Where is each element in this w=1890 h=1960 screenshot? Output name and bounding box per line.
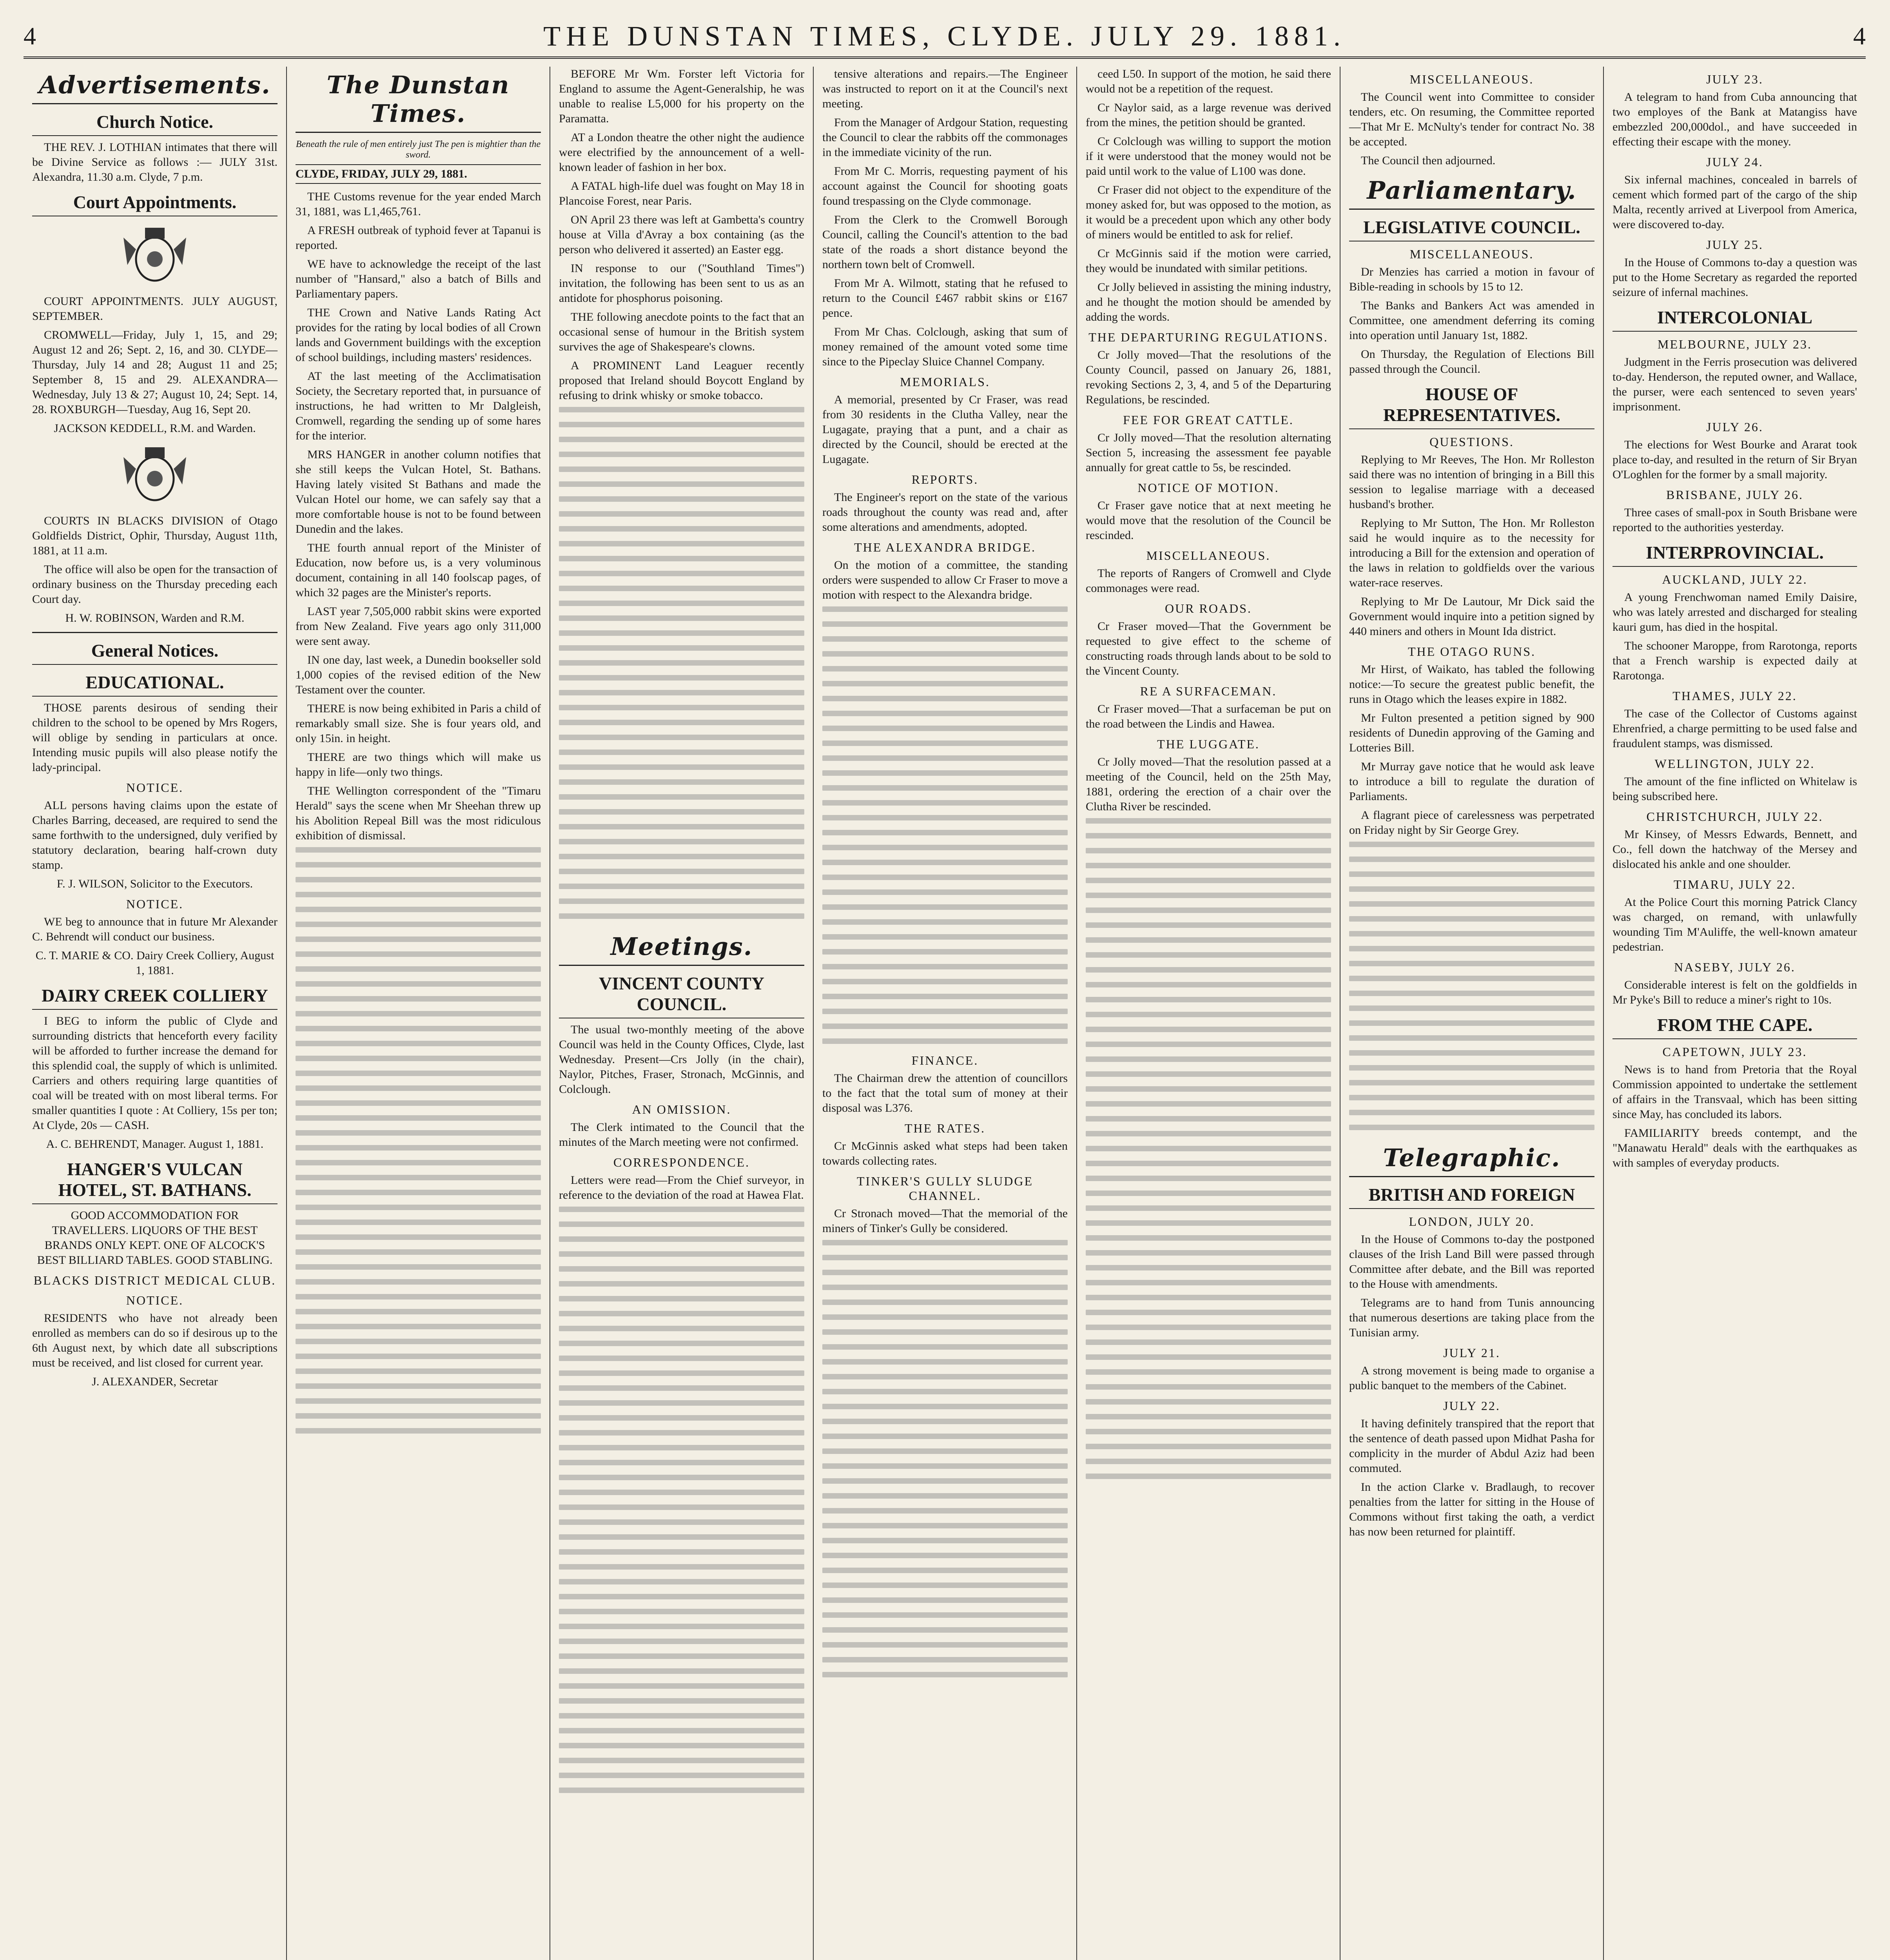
subsection-heading: CORRESPONDENCE. <box>613 1155 750 1169</box>
news-paragraph: Cr Fraser did not object to the expenditure of the money asked for, but was opposed to the motion, as it would be a precedent upon which any other body of miners would be entitled to ask for relief. <box>1086 183 1331 241</box>
news-paragraph: Replying to Mr De Lautour, Mr Dick said the Government would inquire into a petition signed by 440 miners and others in Mount Ida district. <box>1349 595 1594 638</box>
news-paragraph: Cr McGinnis said if the motion were carried, they would be inundated with similar petitions. <box>1086 247 1331 275</box>
blacks-office-text: The office will also be open for the transaction of ordinary business on the Thursday preceding each Court day. <box>32 563 278 606</box>
subsection-heading: MISCELLANEOUS. <box>1409 247 1534 261</box>
dateline-subhead: NASEBY, JULY 26. <box>1674 960 1796 974</box>
dateline-subhead: WELLINGTON, JULY 22. <box>1654 757 1815 771</box>
news-paragraph: On Thursday, the Regulation of Elections Bill passed through the Council. <box>1349 348 1594 376</box>
subsection-heading: NOTICE OF MOTION. <box>1137 481 1279 495</box>
intercolonial-heading: INTERCOLONIAL <box>1612 307 1857 332</box>
news-paragraph: tensive alterations and repairs.—The Engineer was instructed to report on it at the Council's next meeting. <box>822 67 1068 110</box>
dateline-subhead: BRISBANE, JULY 26. <box>1666 488 1804 502</box>
news-paragraph: Cr Jolly believed in assisting the mining industry, and he thought the motion should be amended by adding the words. <box>1086 281 1331 323</box>
news-paragraph: The Council went into Committee to consider tenders, etc. On resuming, the Committee reported—That Mr E. McNulty's tender for contract No. 38 be accepted. <box>1349 91 1594 148</box>
page-number-right: 4 <box>1853 22 1866 50</box>
signatory-keddell: JACKSON KEDDELL, R.M. and Warden. <box>54 422 256 435</box>
news-paragraph: Cr Jolly moved—That the resolutions of the County Council, passed on January 26, 1881, revoking Sections 2, 3, 4, and 5 of the Departuring Regulations, be rescinded. <box>1086 348 1331 406</box>
news-paragraph: From Mr C. Morris, requesting payment of his account against the Council for shooting goats found trespassing on the Clyde commonage. <box>822 165 1068 207</box>
notice-text: ALL persons having claims upon the estate of Charles Barring, deceased, are required to send the same forthwith to the undersigned, duly verified by statutory declaration, bearing half-crown duty stamp. <box>32 799 278 871</box>
from-the-cape-heading: FROM THE CAPE. <box>1612 1014 1857 1039</box>
royal-crest-icon <box>112 222 198 289</box>
dateline-subhead: TIMARU, JULY 22. <box>1673 877 1796 891</box>
news-paragraph: THE Crown and Native Lands Rating Act provides for the rating by local bodies of all Crown lands and Government buildings with the exception of school buildings, including masters' residences. <box>296 306 541 364</box>
meetings-heading: Meetings. <box>559 928 804 966</box>
news-paragraph: Judgment in the Ferris prosecution was delivered to-day. Henderson, the reputed owner, and Wallace, the purser, were each sentenced to seven years' imprisonment. <box>1612 356 1857 413</box>
news-paragraph: A flagrant piece of carelessness was perpetrated on Friday night by Sir George Grey. <box>1349 809 1594 837</box>
text-filler <box>559 407 804 919</box>
subsection-heading: QUESTIONS. <box>1429 435 1514 449</box>
news-paragraph: THE fourth annual report of the Minister of Education, now before us, is a very voluminous document, containing in all 140 foolscap pages, of which 32 pages are the Minister's reports. <box>296 541 541 599</box>
news-paragraph: Mr Hirst, of Waikato, has tabled the following notice:—To secure the greatest public benefit, the runs in Otago which the leases expire in 1882. <box>1349 663 1594 706</box>
news-paragraph: A telegram to hand from Cuba announcing that two employes of the Bank at Matangiss have embezzled 200,000dol., and have succeeded in effecting their escape with the money. <box>1612 91 1857 148</box>
subsection-heading: THE DEPARTURING REGULATIONS. <box>1088 330 1328 344</box>
dateline-subhead: JULY 22. <box>1443 1399 1500 1413</box>
text-filler <box>822 606 1068 1044</box>
news-paragraph: From the Manager of Ardgour Station, requesting the Council to clear the rabbits off the commonages in the immediate vicinity of the run. <box>822 116 1068 159</box>
news-paragraph: The reports of Rangers of Cromwell and Clyde commonages were read. <box>1086 567 1331 595</box>
news-paragraph: Mr Fulton presented a petition signed by 900 residents of Dunedin approving of the Gaming and Lotteries Bill. <box>1349 711 1594 754</box>
subsection-heading: THE ALEXANDRA BRIDGE. <box>854 540 1036 554</box>
blacks-court-notice: COURTS IN BLACKS DIVISION of Otago Goldfields District, Ophir, Thursday, August 11th, 1881, at 11 a.m. <box>32 514 278 557</box>
notice-heading: NOTICE. <box>126 1293 184 1307</box>
news-paragraph: A FATAL high-life duel was fought on May 18 in Plancoise Forest, near Paris. <box>559 180 804 207</box>
hangers-hotel-items: GOOD ACCOMMODATION FOR TRAVELLERS. LIQUORS OF THE BEST BRANDS ONLY KEPT. ONE OF ALCOCK'S BEST BILLIARD TABLES. GOOD STABLING. <box>37 1209 273 1267</box>
notice-heading: NOTICE. <box>126 897 184 911</box>
news-paragraph: IN one day, last week, a Dunedin bookseller sold 1,000 copies of the revised edition of the New Testament over the counter. <box>296 653 541 696</box>
news-paragraph: From Mr Chas. Colclough, asking that sum of money remained of the amount voted some time since to the Pipeclay Sluice Channel Company. <box>822 325 1068 368</box>
news-paragraph: News is to hand from Pretoria that the Royal Commission appointed to undertake the settlement of affairs in the Transvaal, which has been sitting since May, has concluded its labors. <box>1612 1063 1857 1121</box>
news-paragraph: BEFORE Mr Wm. Forster left Victoria for England to assume the Agent-Generalship, he was unable to realise L5,000 for his property on the Paramatta. <box>559 67 804 125</box>
text-filler <box>1349 842 1594 1130</box>
text-filler <box>1086 818 1331 1479</box>
news-paragraph: Mr Kinsey, of Messrs Edwards, Bennett, and Co., fell down the hatchway of the Mersey and dislocated his ankle and one shoulder. <box>1612 828 1857 871</box>
general-notices-heading: General Notices. <box>32 640 278 665</box>
newspaper-title: THE DUNSTAN TIMES, CLYDE. JULY 29. 1881. <box>543 20 1346 52</box>
news-paragraph: In the House of Commons to-day a question was put to the Home Secretary as regarded the reported seizure of infernal machines. <box>1612 256 1857 299</box>
church-notice-text: THE REV. J. LOTHIAN intimates that there will be Divine Service as follows :— JULY 31st. Alexandra, 11.30 a.m. Clyde, 7 p.m. <box>32 141 278 183</box>
advertisements-heading: Advertisements. <box>32 67 278 104</box>
subsection-heading: REPORTS. <box>911 472 979 486</box>
news-paragraph: THERE is now being exhibited in Paris a child of remarkably small size. She is four years old, and only 15in. in height. <box>296 702 541 745</box>
dateline-subhead: JULY 25. <box>1706 238 1763 252</box>
news-paragraph: Mr Murray gave notice that he would ask leave to introduce a bill to regulate the duration of Parliaments. <box>1349 760 1594 803</box>
news-paragraph: A memorial, presented by Cr Fraser, was read from 30 residents in the Clutha Valley, near the Lugagate, praying that a punt, and a chair as directed by the Council, should be erected at the Lugagate. <box>822 393 1068 466</box>
news-paragraph: A FRESH outbreak of typhoid fever at Tapanui is reported. <box>296 224 541 252</box>
church-notice-heading: Church Notice. <box>32 111 278 136</box>
dateline-subhead: JULY 26. <box>1706 420 1763 434</box>
news-paragraph: The elections for West Bourke and Ararat took place to-day, and resulted in the return of Sir Bryan O'Loghlen for the former by a small majority. <box>1612 438 1857 481</box>
subsection-heading: THE LUGGATE. <box>1157 737 1260 751</box>
subsection-heading: AN OMISSION. <box>632 1102 731 1116</box>
hangers-hotel-heading: HANGER'S VULCAN HOTEL, ST. BATHANS. <box>32 1159 278 1204</box>
news-paragraph: Replying to Mr Reeves, The Hon. Mr Rolleston said there was no intention of bringing in a Bill this session to legalise marriage with a deceased husband's brother. <box>1349 453 1594 511</box>
news-paragraph: A PROMINENT Land Leaguer recently proposed that Ireland should Boycott England by refusing to drink whisky or smoke tobacco. <box>559 359 804 402</box>
column-6 <box>1340 67 1604 1960</box>
news-paragraph: On the motion of a committee, the standing orders were suspended to allow Cr Fraser to move a motion with respect to the Alexandra bridge. <box>822 559 1068 601</box>
news-paragraph: Letters were read—From the Chief surveyor, in reference to the deviation of the road at Hawea Flat. <box>559 1174 804 1201</box>
news-paragraph: IN response to our ("Southland Times") invitation, the following has been sent to us as an antidote for phosphorus poisoning. <box>559 262 804 305</box>
news-paragraph: The schooner Maroppe, from Rarotonga, reports that a French warship is expected daily at Rarotonga. <box>1612 639 1857 682</box>
court-appointments-heading: Court Appointments. <box>32 192 278 216</box>
notice-signatory: C. T. MARIE & CO. Dairy Creek Colliery, August 1, 1881. <box>35 949 274 977</box>
news-paragraph: It having definitely transpired that the report that the sentence of death passed upon Midhat Pasha for complicity in the murder of Abdul Aziz had been commuted. <box>1349 1417 1594 1475</box>
news-paragraph: Six infernal machines, concealed in barrels of cement which formed part of the cargo of the ship Malta, recently arrived at Liverpool from America, were discovered to-day. <box>1612 173 1857 231</box>
news-paragraph: Cr Naylor said, as a large revenue was derived from the mines, the petition should be granted. <box>1086 101 1331 129</box>
medical-club-heading: BLACKS DISTRICT MEDICAL CLUB. <box>33 1273 276 1287</box>
subsection-heading: FEE FOR GREAT CATTLE. <box>1123 413 1294 427</box>
news-paragraph: Dr Menzies has carried a motion in favour of Bible-reading in schools by 15 to 12. <box>1349 265 1594 293</box>
paper-title: The Dunstan Times. <box>296 67 541 133</box>
subsection-heading: FINANCE. <box>911 1053 979 1067</box>
subsection-heading: TINKER'S GULLY SLUDGE CHANNEL. <box>856 1174 1034 1203</box>
masthead <box>24 16 1866 59</box>
news-paragraph: Cr Fraser moved—That the Government be requested to give effect to the scheme of constructing roads through lands about to be sold to the Vincent County. <box>1086 620 1331 677</box>
news-paragraph: A young Frenchwoman named Emily Daisire, who was lately arrested and discharged for stealing kauri gum, has died in the hospital. <box>1612 591 1857 633</box>
dairy-creek-signatory: A. C. BEHRENDT, Manager. August 1, 1881. <box>46 1138 264 1151</box>
paper-tagline: Beneath the rule of men entirely just The pen is mightier than the sword. <box>296 139 541 160</box>
royal-crest-icon <box>112 441 198 508</box>
subsection-heading: MEMORIALS. <box>900 375 990 389</box>
dairy-creek-heading: DAIRY CREEK COLLIERY <box>32 985 278 1010</box>
divider <box>32 632 278 633</box>
newspaper-page <box>24 16 1866 1960</box>
news-paragraph: The Engineer's report on the state of the various roads throughout the county was read and, after some alterations and amendments, adopted. <box>822 491 1068 534</box>
news-paragraph: From Mr A. Wilmott, stating that he refused to return to the Council £467 rabbit skins or £167 pence. <box>822 277 1068 319</box>
notice-heading: NOTICE. <box>126 780 184 795</box>
news-paragraph: THE following anecdote points to the fact that an occasional sense of humour in the British system survives the age of Shakespeare's clowns. <box>559 310 804 353</box>
dateline-subhead: LONDON, JULY 20. <box>1409 1214 1535 1229</box>
news-paragraph: Cr McGinnis asked what steps had been taken towards collecting rates. <box>822 1140 1068 1167</box>
news-paragraph: FAMILIARITY breeds contempt, and the "Manawatu Herald" deals with the earthquakes as with samples of everyday products. <box>1612 1127 1857 1169</box>
column-2 <box>287 67 550 1960</box>
news-paragraph: WE have to acknowledge the receipt of the last number of "Hansard," also a batch of Bills and Parliamentary papers. <box>296 258 541 300</box>
news-paragraph: ON April 23 there was left at Gambetta's country house at Villa d'Avray a box containing (as the person who delivered it asserted) an Easter egg. <box>559 213 804 256</box>
text-filler <box>822 1240 1068 1677</box>
dateline-subhead: AUCKLAND, JULY 22. <box>1662 572 1808 586</box>
news-paragraph: From the Clerk to the Cromwell Borough Council, calling the Council's attention to the bad state of the roads a short distance beyond the northern town belt of Cromwell. <box>822 213 1068 271</box>
news-paragraph: AT a London theatre the other night the audience were electrified by the announcement of a well-known leader of fashion in her box. <box>559 131 804 174</box>
dateline-subhead: CHRISTCHURCH, JULY 22. <box>1646 809 1823 824</box>
news-paragraph: Considerable interest is felt on the goldfields in Mr Pyke's Bill to reduce a miner's right to 10s. <box>1612 978 1857 1006</box>
news-paragraph: The usual two-monthly meeting of the above Council was held in the County Offices, Clyde, last Wednesday. Present—Crs Jolly (in the chair), Naylor, Pitches, Fraser, Stronach, McGinnis, and Colclough. <box>559 1023 804 1096</box>
dateline-subhead: JULY 21. <box>1443 1346 1500 1360</box>
news-paragraph: THERE are two things which will make us happy in life—only two things. <box>296 751 541 779</box>
subsection-heading: MISCELLANEOUS. <box>1409 72 1534 86</box>
text-filler <box>296 847 541 1434</box>
news-paragraph: LAST year 7,505,000 rabbit skins were exported from New Zealand. Five years ago only 311,000 were sent away. <box>296 605 541 648</box>
dateline-subhead: JULY 23. <box>1706 72 1763 86</box>
house-reps-heading: HOUSE OF REPRESENTATIVES. <box>1349 384 1594 429</box>
subsection-heading: MISCELLANEOUS. <box>1146 548 1271 563</box>
dateline-subhead: JULY 24. <box>1706 155 1763 169</box>
educational-heading: EDUCATIONAL. <box>32 672 278 697</box>
interprovincial-heading: INTERPROVINCIAL. <box>1612 542 1857 567</box>
parliamentary-heading: Parliamentary. <box>1349 172 1594 210</box>
column-5 <box>1077 67 1340 1960</box>
subsection-heading: RE A SURFACEMAN. <box>1140 684 1277 698</box>
notice-text: RESIDENTS who have not already been enrolled as members can do so if desirous up to the 6th August next, by which date all subscriptions must be received, and list closed for current year. <box>32 1312 278 1369</box>
news-paragraph: A strong movement is being made to organise a public banquet to the members of the Cabinet. <box>1349 1364 1594 1392</box>
legislative-council-heading: LEGISLATIVE COUNCIL. <box>1349 217 1594 241</box>
news-paragraph: The Clerk intimated to the Council that the minutes of the March meeting were not confirmed. <box>559 1121 804 1149</box>
news-paragraph: ceed L50. In support of the motion, he said there would not be a repetition of the request. <box>1086 67 1331 95</box>
news-paragraph: Replying to Mr Sutton, The Hon. Mr Rolleston said he would inquire as to the necessity for introducing a Bill for the extension and operation of the laws in relation to goldfields over the various water-race reserves. <box>1349 517 1594 589</box>
court-schedule: CROMWELL—Friday, July 1, 15, and 29; August 12 and 26; Sept. 2, 16, and 30. CLYDE—Thursday, July 14 and 28; August 11 and 25; September 8, 15 and 29. ALEXANDRA—Wednesday, July 13 & 27; August 10, 24; Sept. 14, 28. ROXBURGH—Tuesday, Aug 16, Sept 20. <box>32 328 278 416</box>
notice-signatory: J. ALEXANDER, Secretar <box>92 1375 218 1388</box>
dateline: CLYDE, FRIDAY, JULY 29, 1881. <box>296 164 541 184</box>
notice-signatory: F. J. WILSON, Solicitor to the Executors. <box>56 877 253 890</box>
court-appointments-title: COURT APPOINTMENTS. JULY AUGUST, SEPTEMBER. <box>32 295 278 323</box>
vincent-council-heading: VINCENT COUNTY COUNCIL. <box>559 973 804 1018</box>
text-filler <box>559 1207 804 1793</box>
news-paragraph: MRS HANGER in another column notifies that she still keeps the Vulcan Hotel, St. Bathans. Having lately visited St Bathans and made the Vulcan Hotel our home, we can safely say that a more comfortable house is not to be found between Dunedin and the lakes. <box>296 448 541 535</box>
educational-text: THOSE parents desirous of sending their children to the school to be opened by Mrs Rogers, will oblige by sending in particulars at once. Intending music pupils will also please notify the lady-principal. <box>32 701 278 774</box>
telegraphic-heading: Telegraphic. <box>1349 1140 1594 1177</box>
news-paragraph: Telegrams are to hand from Tunis announcing that numerous desertions are taking place from the Tunisian army. <box>1349 1296 1594 1339</box>
news-paragraph: THE Wellington correspondent of the "Timaru Herald" says the scene when Mr Sheehan threw up his Abolition Repeal Bill was the most ridiculous exhibition of dismissal. <box>296 784 541 842</box>
news-paragraph: The case of the Collector of Customs against Ehrenfried, a charge permitting to be used false and fraudulent stamps, was dismissed. <box>1612 707 1857 750</box>
news-paragraph: AT the last meeting of the Acclimatisation Society, the Secretary reported that, in pursuance of instructions, he had written to Mr Dalgleish, Cromwell, regarding the sending up of some hares for the interior. <box>296 370 541 442</box>
news-paragraph: The Chairman drew the attention of councillors to the fact that the total sum of money at their disposal was L376. <box>822 1072 1068 1114</box>
news-paragraph: Cr Stronach moved—That the memorial of the miners of Tinker's Gully be considered. <box>822 1207 1068 1235</box>
dairy-creek-text: I BEG to inform the public of Clyde and surrounding districts that henceforth every facility will be afforded to further increase the demand for this splendid coal, the supply of which is unlimited. Carriers and others requiring large quantities of coal will be treated with on most liberal terms. For smaller quantities I quote : At Colliery, 15s per ton; At Clyde, 20s — CASH. <box>32 1014 278 1132</box>
news-paragraph: At the Police Court this morning Patrick Clancy was charged, on remand, with unlawfully wounding Tim M'Auliffe, the well-known amateur pedestrian. <box>1612 896 1857 953</box>
news-paragraph: Cr Fraser moved—That a surfaceman be put on the road between the Lindis and Hawea. <box>1086 702 1331 730</box>
news-paragraph: Cr Colclough was willing to support the motion if it were understood that the money would not be paid until work to the value of L100 was done. <box>1086 135 1331 178</box>
subsection-heading: THE OTAGO RUNS. <box>1408 644 1536 659</box>
news-paragraph: THE Customs revenue for the year ended March 31, 1881, was L1,465,761. <box>296 190 541 218</box>
news-paragraph: Three cases of small-pox in South Brisbane were reported to the authorities yesterday. <box>1612 506 1857 534</box>
column-7 <box>1604 67 1866 1960</box>
news-paragraph: Cr Jolly moved—That the resolution alternating Section 5, increasing the assessment fee payable annually for great cattle to 5s, be rescinded. <box>1086 431 1331 474</box>
column-3 <box>550 67 814 1960</box>
news-paragraph: The amount of the fine inflicted on Whitelaw is being subscribed here. <box>1612 775 1857 803</box>
notice-text: WE beg to announce that in future Mr Alexander C. Behrendt will conduct our business. <box>32 915 278 943</box>
dateline-subhead: THAMES, JULY 22. <box>1672 689 1797 703</box>
news-paragraph: In the House of Commons to-day the postponed clauses of the Irish Land Bill were passed through Committee after debate, and the Bill was reported to the House with amendments. <box>1349 1233 1594 1290</box>
news-paragraph: The Council then adjourned. <box>1361 154 1496 167</box>
column-1 <box>24 67 287 1960</box>
news-paragraph: The Banks and Bankers Act was amended in Committee, one amendment deferring its coming into operation until January 1st, 1882. <box>1349 299 1594 342</box>
news-paragraph: Cr Jolly moved—That the resolution passed at a meeting of the Council, held on the 25th May, 1881, ordering the erection of a chair over the Clutha River be rescinded. <box>1086 755 1331 813</box>
dateline-subhead: CAPETOWN, JULY 23. <box>1662 1045 1807 1059</box>
column-4 <box>814 67 1077 1960</box>
british-foreign-heading: BRITISH AND FOREIGN <box>1349 1184 1594 1209</box>
signatory-robinson: H. W. ROBINSON, Warden and R.M. <box>65 612 245 624</box>
dateline-subhead: MELBOURNE, JULY 23. <box>1658 337 1812 351</box>
news-paragraph: Cr Fraser gave notice that at next meeting he would move that the resolution of the Council be rescinded. <box>1086 499 1331 542</box>
columns <box>24 67 1866 1960</box>
page-number-left: 4 <box>24 22 36 50</box>
subsection-heading: THE RATES. <box>905 1121 985 1135</box>
subsection-heading: OUR ROADS. <box>1164 601 1252 615</box>
news-paragraph: In the action Clarke v. Bradlaugh, to recover penalties from the latter for sitting in the House of Commons without first taking the oath, a verdict has now been returned for plaintiff. <box>1349 1481 1594 1538</box>
